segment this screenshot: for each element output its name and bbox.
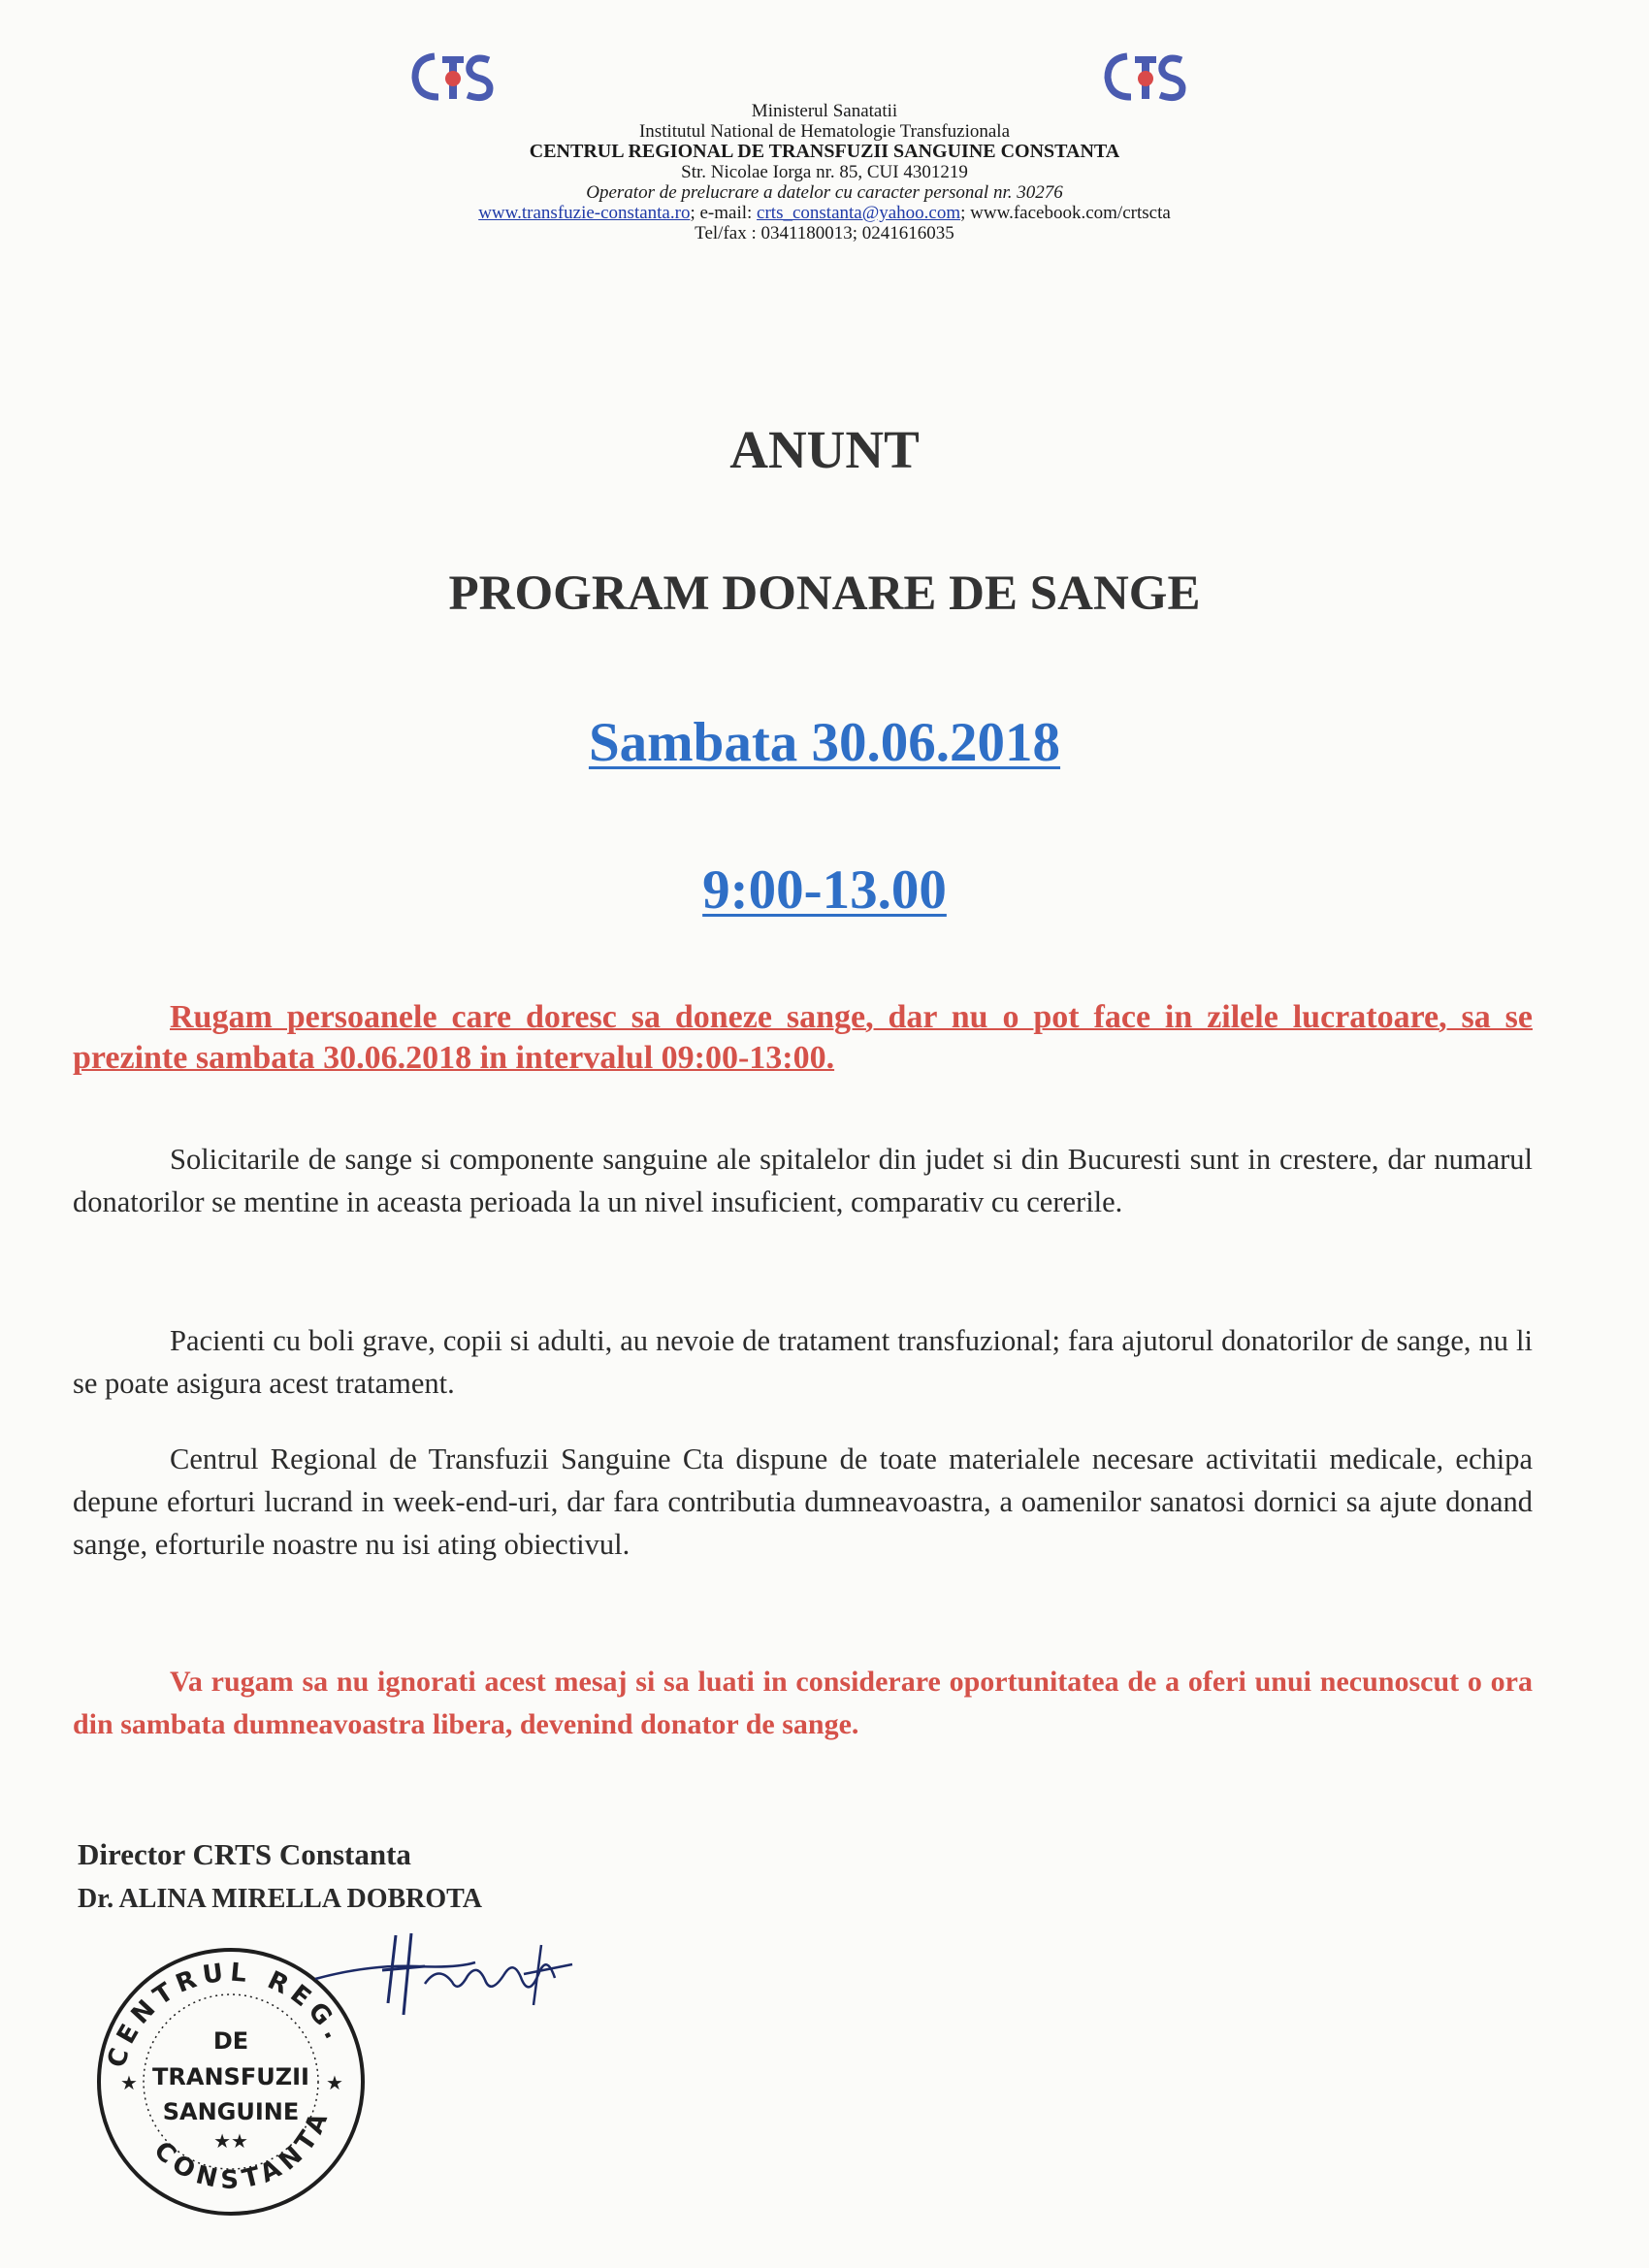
ministry-line: Ministerul Sanatatii bbox=[751, 101, 898, 121]
institute-line: Institutul National de Hematologie Transfuzionala bbox=[638, 121, 1011, 142]
phone-line: Tel/fax : 0341180013; 0241616035 bbox=[695, 223, 954, 243]
signature-title: Director CRTS Constanta bbox=[78, 1837, 411, 1871]
svg-text:★: ★ bbox=[120, 2071, 138, 2094]
event-date bbox=[0, 711, 1649, 774]
letterhead bbox=[0, 101, 1649, 243]
appeal-paragraph: Va rugam sa nu ignorati acest mesaj si sa luati in considerare oportunitatea de a oferi unui necunoscut o ora din sambata dumneavoastra libera, devenind donator de sange. bbox=[73, 1666, 1533, 1740]
facebook-text: ; www.facebook.com/crtscta bbox=[960, 203, 1171, 223]
svg-text:CENTRUL REG.: CENTRUL REG. bbox=[102, 1958, 351, 2071]
stamp-line-3: SANGUINE bbox=[162, 2098, 300, 2125]
paragraph-2: Pacienti cu boli grave, copii si adulti, au nevoie de tratament transfuzional; fara ajutorul donatorilor de sange, nu li se poate asigura acest tratament. bbox=[73, 1324, 1533, 1400]
handwritten-signature bbox=[310, 1926, 592, 2032]
stamp-stars: ★★ bbox=[213, 2129, 248, 2153]
stamp-line-2: TRANSFUZII bbox=[152, 2063, 309, 2090]
svg-text:★: ★ bbox=[326, 2071, 343, 2094]
cts-logo-icon bbox=[405, 47, 499, 107]
website-link[interactable]: www.transfuzie-constanta.ro bbox=[478, 203, 691, 223]
event-time-text: 9:00-13.00 bbox=[702, 859, 947, 921]
operator-line: Operator de prelucrare a datelor cu caracter personal nr. 30276 bbox=[586, 182, 1063, 203]
stamp-line-1: DE bbox=[212, 2027, 249, 2055]
address-line: Str. Nicolae Iorga nr. 85, CUI 4301219 bbox=[681, 162, 968, 182]
signature-name: Dr. ALINA MIRELLA DOBROTA bbox=[78, 1884, 482, 1914]
page-title: ANUNT bbox=[729, 420, 920, 479]
cts-logo-icon bbox=[1098, 47, 1191, 107]
event-time bbox=[0, 859, 1649, 922]
paragraph-1: Solicitarile de sange si componente sanguine ale spitalelor din judet si din Bucuresti sunt in crestere, dar numarul donatorilor se mentine in aceasta perioada la un nivel insuficient, comparativ cu cererile. bbox=[73, 1143, 1533, 1218]
email-link[interactable]: crts_constanta@yahoo.com bbox=[757, 203, 961, 223]
highlight-text: Rugam persoanele care doresc sa doneze sange, dar nu o pot face in zilele lucratoare, sa se prezinte sambata 30.06.2018 in intervalul 09:00-13:00. bbox=[73, 999, 1533, 1076]
paragraph-3: Centrul Regional de Transfuzii Sanguine Cta dispune de toate materialele necesare activitatii medicale, echipa depune eforturi lucrand in week-end-uri, dar fara contributia dumneavoastra, a oamenilor sanatosi dornici sa ajute donand sange, eforturile noastre nu isi ating obiectivul. bbox=[73, 1442, 1533, 1561]
highlight-paragraph bbox=[73, 997, 1533, 1079]
svg-text:CONSTANTA: CONSTANTA bbox=[147, 2103, 337, 2195]
page-subtitle: PROGRAM DONARE DE SANGE bbox=[448, 567, 1201, 621]
email-separator: ; e-mail: bbox=[690, 203, 758, 223]
event-date-text: Sambata 30.06.2018 bbox=[588, 712, 1061, 773]
center-name: CENTRUL REGIONAL DE TRANSFUZII SANGUINE CONSTANTA bbox=[529, 141, 1120, 162]
contact-line bbox=[0, 203, 1649, 223]
